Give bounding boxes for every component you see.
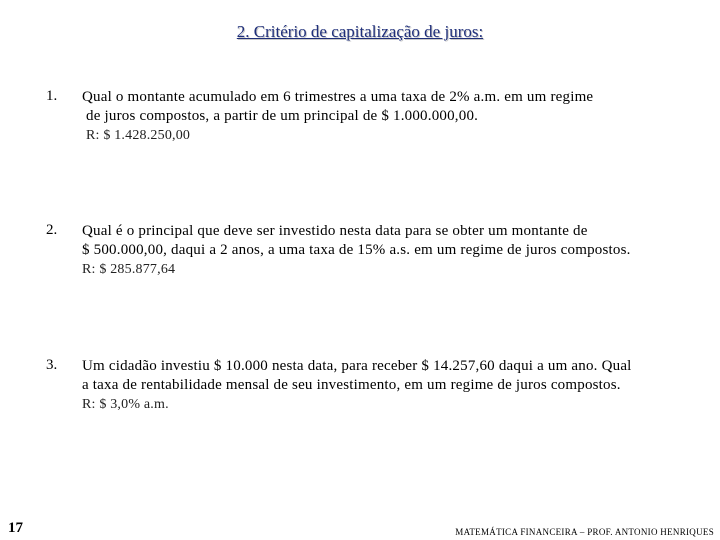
question-line: a taxa de rentabilidade mensal de seu investimento, em um regime de juros compostos. xyxy=(82,377,621,393)
question-text xyxy=(82,88,702,145)
slide-title: 2. Critério de capitalização de juros: xyxy=(236,22,484,41)
answer: R: $ 1.428.250,00 xyxy=(86,128,191,143)
question-text xyxy=(82,357,702,414)
question-line: $ 500.000,00, daqui a 2 anos, a uma taxa de 15% a.s. em um regime de juros compostos. xyxy=(82,242,631,258)
question-line: Um cidadão investiu $ 10.000 nesta data, para receber $ 14.257,60 daqui a um ano. Qual xyxy=(82,358,632,374)
question-line: Qual é o principal que deve ser investido nesta data para se obter um montante de xyxy=(82,223,588,239)
question-line: Qual o montante acumulado em 6 trimestres a uma taxa de 2% a.m. em um regime xyxy=(82,89,594,105)
question-line: de juros compostos, a partir de um principal de $ 1.000.000,00. xyxy=(86,108,479,124)
question-text xyxy=(82,222,702,279)
question-number: 1. xyxy=(46,88,58,104)
question-number: 3. xyxy=(46,357,58,373)
answer: R: $ 285.877,64 xyxy=(82,262,176,277)
question-number: 2. xyxy=(46,222,58,238)
footer-text: MATEMÁTICA FINANCEIRA – PROF. ANTONIO HENRIQUES xyxy=(455,527,714,537)
answer: R: $ 3,0% a.m. xyxy=(82,397,169,412)
page-number: 17 xyxy=(8,520,23,536)
